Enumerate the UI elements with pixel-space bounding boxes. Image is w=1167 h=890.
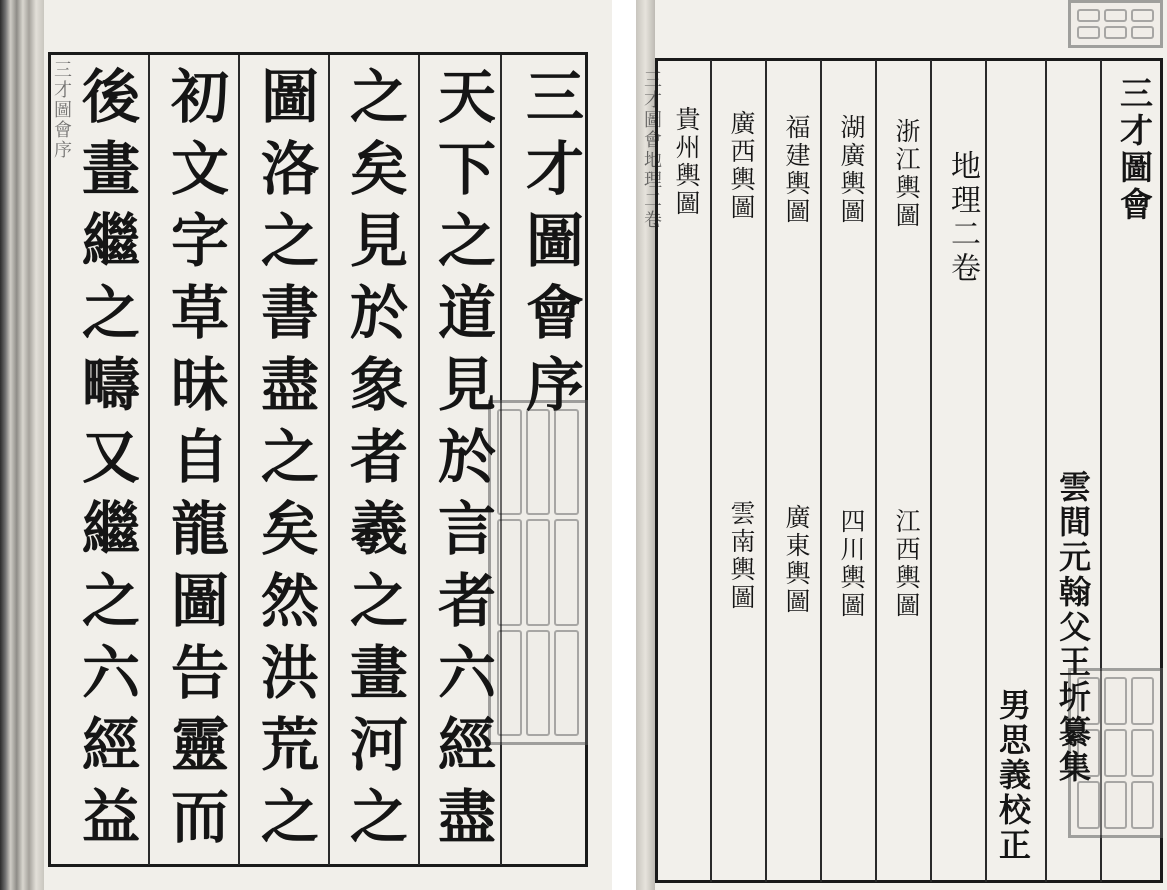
column-rule	[238, 55, 240, 865]
left-spine-edge	[0, 0, 44, 890]
text-column-2: 之矣見於象者羲之畫河之	[340, 66, 408, 858]
page-gutter	[612, 0, 636, 890]
column-rule	[930, 60, 932, 882]
map-entry-guangxi: 廣西輿圖	[727, 110, 756, 222]
column-rule	[328, 55, 330, 865]
right-margin-label: 三才圖會地理二卷	[641, 70, 662, 230]
column-rule	[985, 60, 987, 882]
map-entry-guangdong: 廣東輿圖	[782, 504, 811, 616]
map-entry-huguang: 湖廣輿圖	[837, 114, 866, 226]
map-entry-jiangxi: 江西輿圖	[892, 508, 921, 620]
column-rule	[765, 60, 767, 882]
map-entry-sichuan: 四川輿圖	[837, 508, 866, 620]
column-rule	[1045, 60, 1047, 882]
text-column-4: 初文字草昧自龍圖告靈而	[161, 66, 229, 858]
compiler-credit: 雲間元翰父王圻纂集	[1054, 470, 1092, 785]
text-column-5: 後畫繼之疇又繼之六經益	[72, 66, 140, 858]
collector-seal-top	[1068, 0, 1163, 48]
map-entry-zhejiang: 浙江輿圖	[892, 118, 921, 230]
book-title: 三才圖會	[1115, 76, 1154, 224]
editor-credit: 男思義校正	[994, 688, 1032, 863]
column-rule	[148, 55, 150, 865]
section-heading: 地理二卷	[945, 150, 980, 286]
column-rule	[710, 60, 712, 882]
map-entry-guizhou: 貴州輿圖	[672, 106, 701, 218]
column-rule	[875, 60, 877, 882]
text-column-3: 圖洛之書盡之矣然洪荒之	[251, 66, 319, 858]
map-entry-yunnan: 雲南輿圖	[727, 500, 756, 612]
column-rule	[820, 60, 822, 882]
preface-title: 三才圖會序	[516, 66, 584, 426]
left-margin-label: 三才圖會序	[51, 60, 72, 160]
map-entry-fujian: 福建輿圖	[782, 114, 811, 226]
text-column-1: 天下之道見於言者六經盡	[428, 66, 496, 858]
